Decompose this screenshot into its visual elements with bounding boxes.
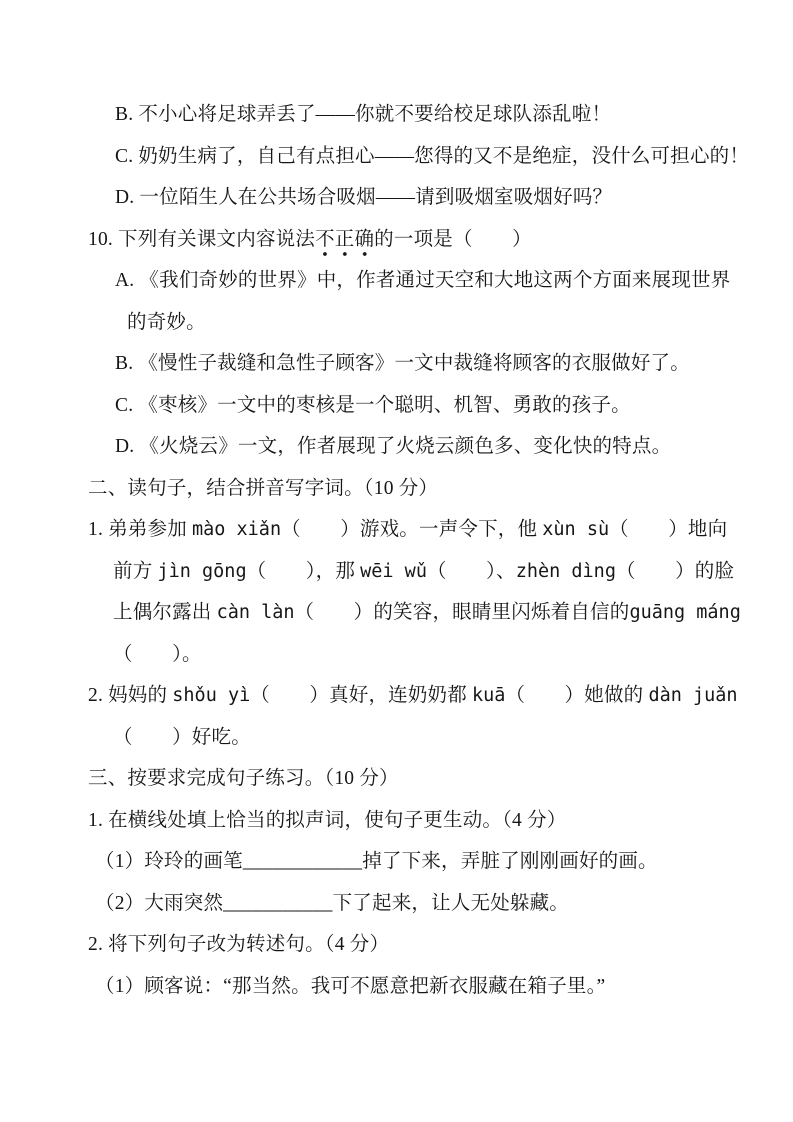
sentence-text: 1. 弟弟参加 <box>88 519 192 540</box>
pinyin-text: shǒu yì <box>172 685 251 706</box>
instruction-text: 2. 将下列句子改为转述句。（4 分） <box>88 934 390 955</box>
pinyin-text: càn làn <box>216 602 295 623</box>
sentence-text: （ ）、 <box>426 560 516 582</box>
q10-option-a-continuation <box>0 302 793 344</box>
blank-parens: （ ）。 <box>113 643 202 665</box>
section-2-header <box>0 468 793 510</box>
sentence-text: （ ）游戏。一声令下，他 <box>281 519 543 540</box>
option-text: D. 一位陌生人在公共场合吸烟——请到吸烟室吸烟好吗？ <box>115 187 613 208</box>
section3-exercise1-item1 <box>0 841 793 883</box>
question-text: 10. 下列有关课文内容说法 <box>88 228 316 250</box>
option-text: D. 《火烧云》一文，作者展现了火烧云颜色多、变化快的特点。 <box>115 436 672 457</box>
emphasized-text: 不正确 <box>315 229 374 257</box>
pinyin-text: dàn juǎn <box>648 685 738 706</box>
q9-option-d <box>0 177 793 219</box>
pinyin-text: mào xiǎn <box>191 519 282 540</box>
pinyin-text: guāng máng <box>629 602 741 623</box>
section2-item2-line1 <box>0 675 793 717</box>
option-text: B. 不小心将足球弄丢了——你就不要给校足球队添乱啦！ <box>115 104 612 125</box>
section2-item1-line4 <box>0 634 793 676</box>
pinyin-text: xùn sù <box>542 519 610 540</box>
q9-option-c <box>0 136 793 178</box>
sentence-with-blank: （1）玲玲的画笔____________掉了下来，弄脏了刚刚画好的画。 <box>95 851 658 872</box>
pinyin-text: zhèn dìng <box>515 560 616 582</box>
q10-option-d <box>0 426 793 468</box>
pinyin-text: wēi wǔ <box>360 560 427 582</box>
question-10-stem <box>0 219 793 261</box>
q10-option-b <box>0 343 793 385</box>
section3-exercise2-item1 <box>0 966 793 1008</box>
pinyin-text: jìn gōng <box>157 560 247 582</box>
sentence-text: （ ）她做的 <box>505 685 649 706</box>
section2-item1-line1 <box>0 509 793 551</box>
sentence-with-blank: （2）大雨突然___________下了起来，让人无处躲藏。 <box>95 892 570 914</box>
section-3-header <box>0 758 793 800</box>
sentence-text: （ ）真好，连奶奶都 <box>250 685 473 706</box>
section-title: 二、读句子，结合拼音写字词。（10 分） <box>88 477 439 499</box>
sentence-text: 上偶尔露出 <box>113 602 217 623</box>
instruction-text: 1. 在横线处填上恰当的拟声词，使句子更生动。（4 分） <box>88 809 567 831</box>
option-text: 的奇妙。 <box>127 311 206 333</box>
option-text: B. 《慢性子裁缝和急性子顾客》一文中裁缝将顾客的衣服做好了。 <box>115 353 690 374</box>
sentence-text: （ ）地向 <box>609 519 728 540</box>
sentence-text: （1）顾客说：“那当然。我可不愿意把新衣服藏在箱子里。” <box>95 975 606 997</box>
pinyin-text: kuā <box>472 685 506 706</box>
sentence-text: （ ），那 <box>246 560 361 582</box>
q10-option-c <box>0 385 793 427</box>
section2-item2-line2 <box>0 717 793 759</box>
section3-exercise1-item2 <box>0 883 793 925</box>
sentence-text: （ ）的笑容，眼睛里闪烁着自信的 <box>294 602 630 623</box>
section2-item1-line2 <box>0 551 793 593</box>
option-text: A. 《我们奇妙的世界》中，作者通过天空和大地这两个方面来展现世界 <box>115 270 731 291</box>
option-text: C. 奶奶生病了，自己有点担心——您得的又不是绝症，没什么可担心的！ <box>115 145 750 167</box>
q9-option-b <box>0 94 793 136</box>
section3-exercise2-instruction <box>0 924 793 966</box>
sentence-text: 2. 妈妈的 <box>88 685 173 706</box>
section3-exercise1-instruction <box>0 800 793 842</box>
option-text: C. 《枣核》一文中的枣核是一个聪明、机智、勇敢的孩子。 <box>115 394 631 416</box>
q10-option-a <box>0 260 793 302</box>
section2-item1-line3 <box>0 592 793 634</box>
sentence-text: 前方 <box>113 560 158 582</box>
sentence-text: （ ）的脸 <box>615 560 735 582</box>
section-title: 三、按要求完成句子练习。（10 分） <box>88 768 399 789</box>
sentence-text: （ ）好吃。 <box>113 726 251 748</box>
question-text: 的一项是（ ） <box>374 228 532 250</box>
